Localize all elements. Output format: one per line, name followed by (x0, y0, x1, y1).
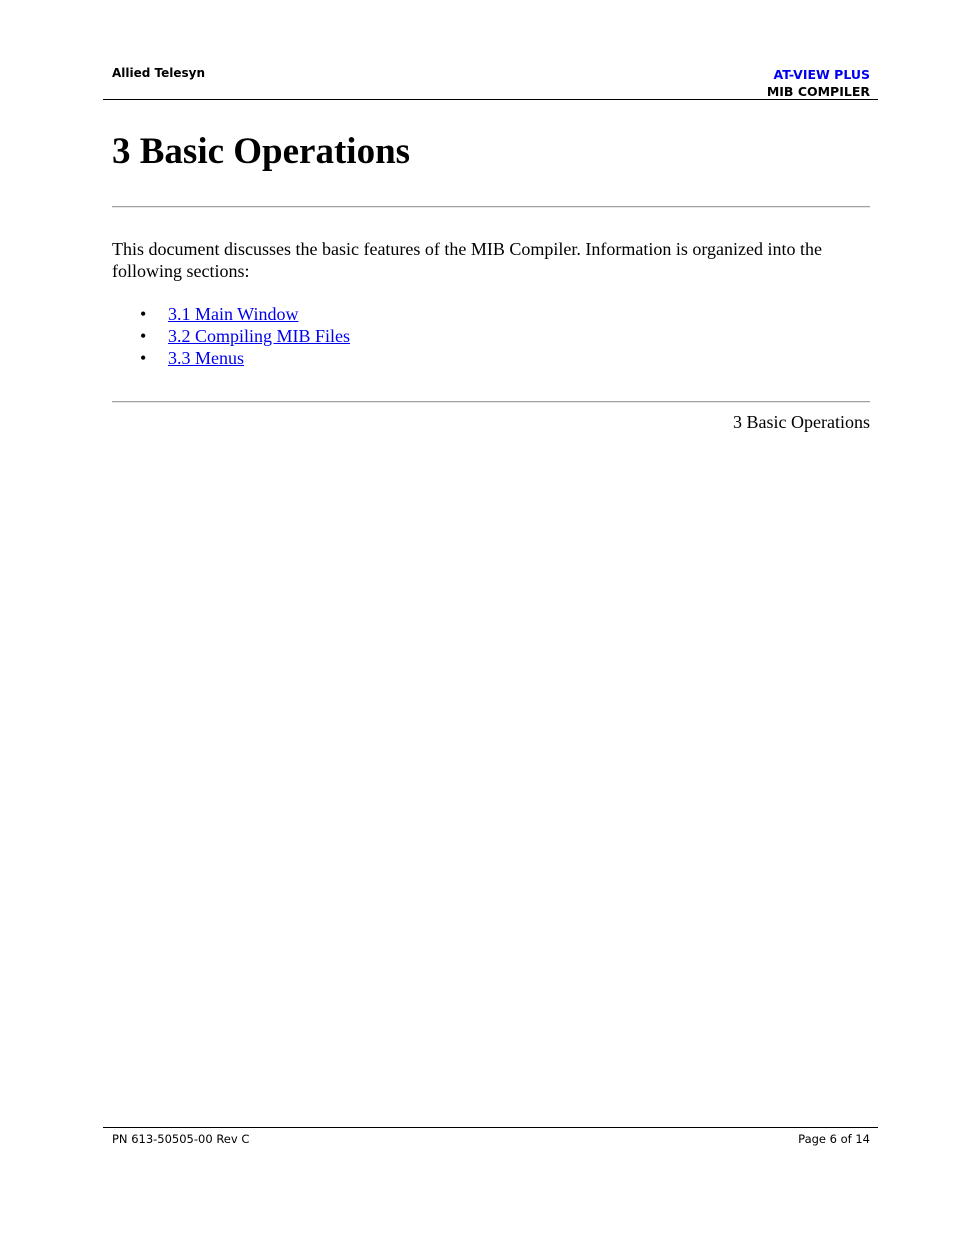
section-footer-title: 3 Basic Operations (733, 412, 870, 432)
link-compiling-mib-files[interactable]: 3.2 Compiling MIB Files (168, 326, 351, 346)
header-company: Allied Telesyn (112, 66, 206, 80)
header-rule (103, 99, 878, 100)
bullet-icon: • (140, 348, 147, 368)
link-menus[interactable]: 3.3 Menus (168, 348, 244, 368)
bullet-icon: • (140, 326, 147, 346)
header-product-block (767, 66, 870, 100)
header-product: AT-VIEW PLUS (773, 67, 870, 82)
intro-paragraph: This document discusses the basic features of the MIB Compiler. Information is organized into the following sections: (112, 239, 823, 281)
content-separator (112, 401, 870, 403)
list-item (112, 347, 350, 369)
footer-page-number: Page 6 of 14 (798, 1132, 870, 1146)
title-separator (112, 206, 870, 208)
page-title: 3 Basic Operations (112, 131, 411, 172)
list-item (112, 303, 350, 325)
list-item (112, 325, 350, 347)
header-subtitle: MIB COMPILER (766, 84, 870, 99)
footer-part-number: PN 613-50505-00 Rev C (112, 1132, 250, 1146)
footer-rule (103, 1127, 878, 1128)
section-link-list (112, 303, 350, 369)
link-main-window[interactable]: 3.1 Main Window (168, 304, 299, 324)
bullet-icon: • (140, 304, 147, 324)
